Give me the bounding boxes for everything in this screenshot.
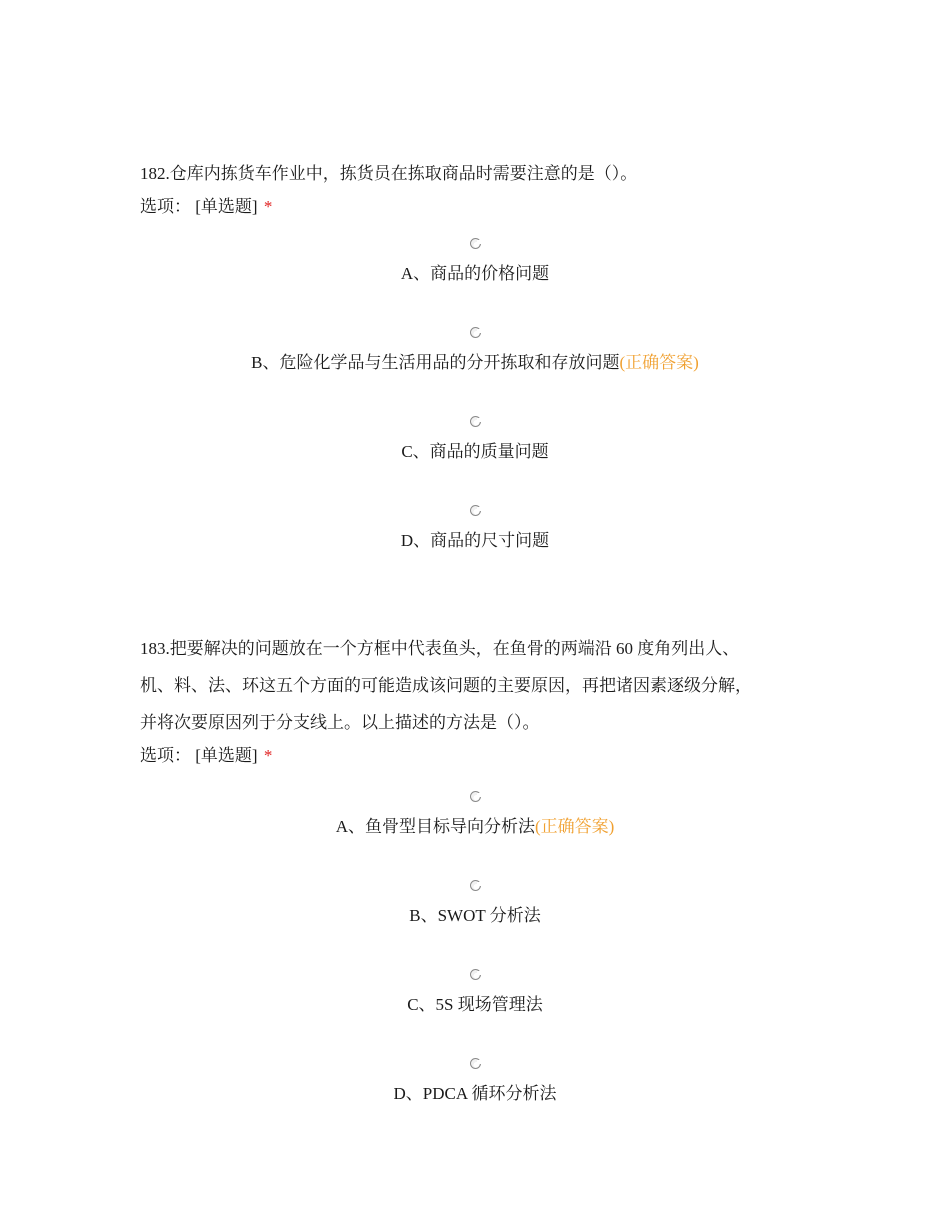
option-label: A、商品的价格问题 (400, 264, 550, 283)
radio-button[interactable] (470, 791, 481, 802)
correct-answer-tag: (正确答案) (619, 353, 699, 372)
option-label: B、危险化学品与生活用品的分开拣取和存放问题(正确答案) (251, 353, 699, 372)
option-b[interactable] (0, 327, 950, 416)
option-c[interactable] (0, 969, 950, 1058)
options-label: 选项： (140, 746, 191, 765)
question-182-options (0, 238, 950, 594)
radio-button[interactable] (470, 416, 481, 427)
option-d[interactable] (0, 1058, 950, 1147)
option-label: C、商品的质量问题 (401, 442, 549, 461)
question-type-label: [单选题] (195, 197, 258, 216)
question-182 (140, 155, 820, 219)
radio-button[interactable] (470, 880, 481, 891)
options-label: 选项： (140, 197, 191, 216)
option-label: C、5S 现场管理法 (407, 995, 543, 1014)
option-label: A、鱼骨型目标导向分析法(正确答案) (335, 817, 615, 836)
option-d[interactable] (0, 505, 950, 594)
correct-answer-tag: (正确答案) (534, 817, 615, 836)
question-text-line: 并将次要原因列于分支线上。以上描述的方法是（）。 (140, 713, 540, 732)
option-b[interactable] (0, 880, 950, 969)
radio-button[interactable] (470, 969, 481, 980)
option-label: D、商品的尺寸问题 (400, 531, 550, 550)
radio-button[interactable] (470, 327, 481, 338)
option-label: B、SWOT 分析法 (409, 906, 541, 925)
radio-button[interactable] (470, 1058, 481, 1069)
option-c[interactable] (0, 416, 950, 505)
option-a[interactable] (0, 238, 950, 327)
radio-button[interactable] (470, 238, 481, 249)
question-text: 182.仓库内拣货车作业中，拣货员在拣取商品时需要注意的是（）。 (140, 164, 638, 183)
question-183 (140, 630, 820, 768)
question-type-label: [单选题] (195, 746, 258, 765)
option-label: D、PDCA 循环分析法 (393, 1084, 557, 1103)
question-text (140, 630, 820, 741)
option-a[interactable] (0, 791, 950, 880)
radio-button[interactable] (470, 505, 481, 516)
question-text-line: 机、料、法、环这五个方面的可能造成该问题的主要原因，再把诸因素逐级分解， (140, 676, 752, 695)
required-mark: * (263, 197, 273, 216)
required-mark: * (263, 746, 273, 765)
question-meta (140, 744, 820, 768)
question-meta (140, 195, 820, 219)
question-text-line: 183.把要解决的问题放在一个方框中代表鱼头，在鱼骨的两端沿 60 度角列出人、 (140, 639, 740, 658)
question-183-options (0, 791, 950, 1147)
